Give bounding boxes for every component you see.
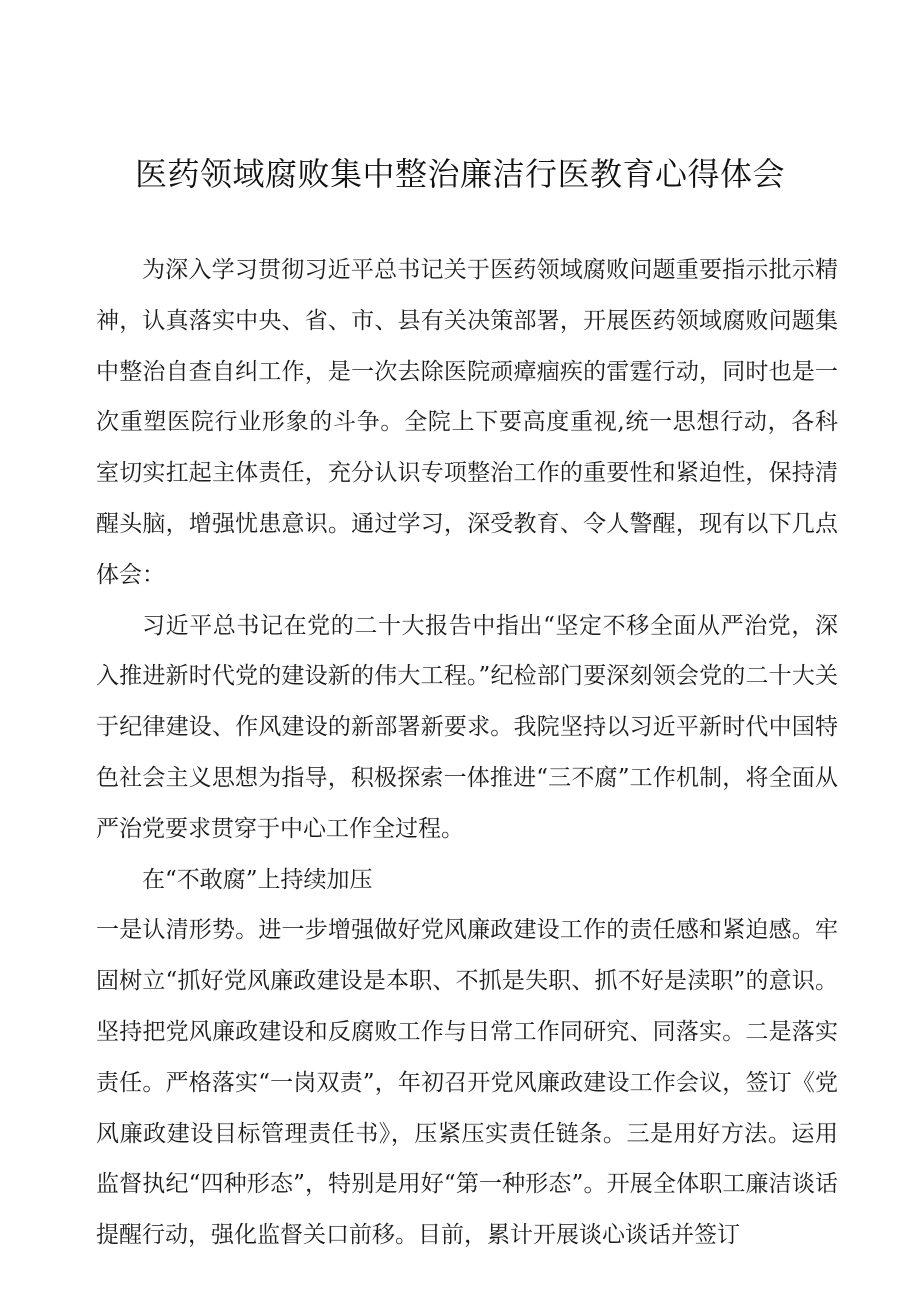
- paragraph-report: 习近平总书记在党的二十大报告中指出“坚定不移全面从严治党，深入推进新时代党的建设新的伟大工程。”纪检部门要深刻领会党的二十大关于纪律建设、作风建设的新部署新要求。我院坚持以习近平新时代中国特色社会主义思想为指导，积极探索一体推进“三不腐”工作机制，将全面从严治党要求贯穿于中心工作全过程。: [96, 612, 838, 842]
- document-body: [96, 245, 838, 1261]
- document-title: 医药领域腐败集中整治廉洁行医教育心得体会: [134, 155, 785, 193]
- paragraph-intro: 为深入学习贯彻习近平总书记关于医药领域腐败问题重要指示批示精神，认真落实中央、省、市、县有关决策部署，开展医药领域腐败问题集中整治自查自纠工作，是一次去除医院顽瘴痼疾的雷霆行动，同时也是一次重塑医院行业形象的斗争。全院上下要高度重视,统一思想行动，各科室切实扛起主体责任，充分认识专项整治工作的重要性和紧迫性，保持清醒头脑，增强忧患意识。通过学习，深受教育、令人警醒，现有以下几点体会：: [96, 257, 838, 588]
- section-heading: 在“不敢腐”上持续加压: [142, 866, 373, 893]
- paragraph-measures: 一是认清形势。进一步增强做好党风廉政建设工作的责任感和紧迫感。牢固树立“抓好党风廉政建设是本职、不抓是失职、抓不好是渎职”的意识。坚持把党风廉政建设和反腐败工作与日常工作同研究、同落实。二是落实责任。严格落实“一岗双责”，年初召开党风廉政建设工作会议，签订《党风廉政建设目标管理责任书》，压紧压实责任链条。三是用好方法。运用监督执纪“四种形态”，特别是用好“第一种形态”。开展全体职工廉洁谈话提醒行动，强化监督关口前移。目前，累计开展谈心谈话并签订: [96, 917, 838, 1249]
